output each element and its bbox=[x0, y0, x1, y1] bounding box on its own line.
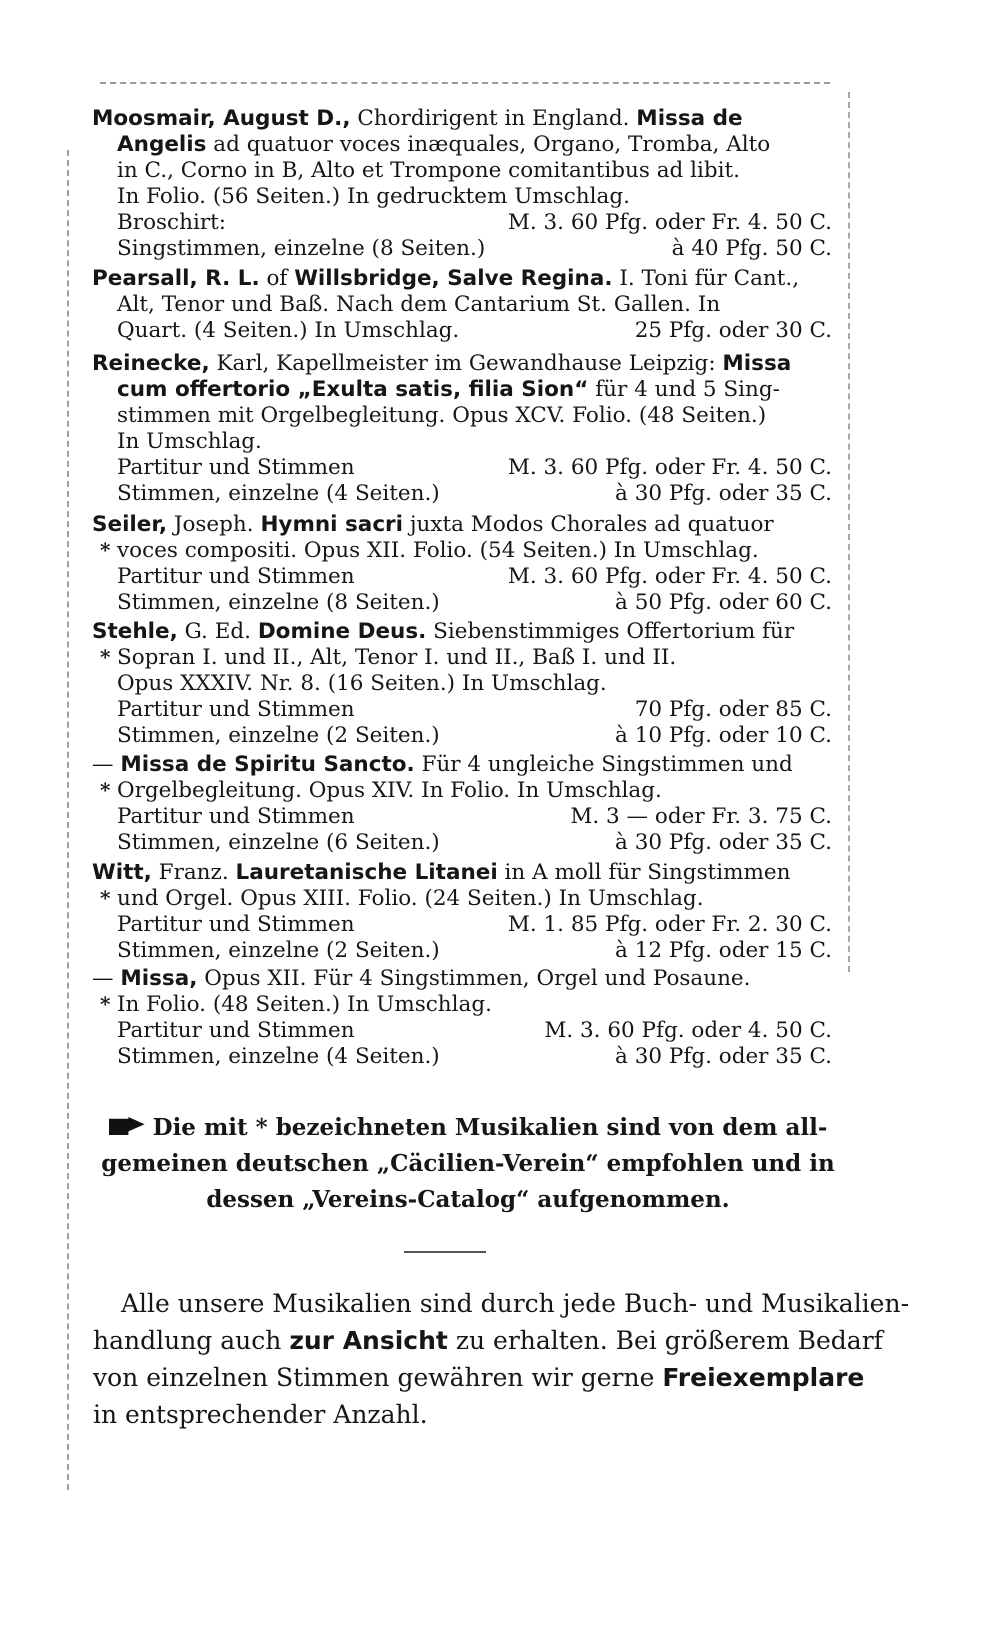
entry-text: of bbox=[259, 266, 295, 291]
price-value: M. 3. 60 Pfg. oder Fr. 4. 50 C. bbox=[507, 210, 832, 235]
entry-line bbox=[92, 351, 791, 377]
price-value: à 30 Pfg. oder 35 C. bbox=[615, 481, 832, 506]
entry-text: — bbox=[92, 752, 121, 777]
entry-text: Joseph. bbox=[167, 512, 261, 537]
footer-line bbox=[93, 1361, 864, 1395]
price-value: M. 3. 60 Pfg. oder Fr. 4. 50 C. bbox=[507, 455, 832, 480]
price-value: M. 3 — oder Fr. 3. 75 C. bbox=[570, 804, 832, 829]
price-value: à 10 Pfg. oder 10 C. bbox=[615, 723, 832, 748]
entry-line bbox=[117, 132, 770, 158]
note-text: Die mit * bezeichneten Musikalien sind von dem all- bbox=[152, 1114, 828, 1141]
entry-line: Quart. (4 Seiten.) In Umschlag. bbox=[117, 318, 460, 343]
entry-text: Franz. bbox=[151, 860, 236, 885]
entry-line bbox=[92, 752, 793, 778]
author-name: Seiler, bbox=[92, 512, 167, 537]
recommended-star: * bbox=[100, 778, 111, 802]
entry-line: In Umschlag. bbox=[117, 429, 262, 454]
recommended-star: * bbox=[100, 886, 111, 910]
price-value: 70 Pfg. oder 85 C. bbox=[634, 697, 832, 722]
entry-text: Für 4 ungleiche Singstimmen und bbox=[414, 752, 793, 777]
price-label: Partitur und Stimmen bbox=[117, 455, 355, 480]
entry-line: In Folio. (48 Seiten.) In Umschlag. bbox=[117, 992, 492, 1017]
footer-text: zu erhalten. Bei größerem Bedarf bbox=[447, 1326, 883, 1355]
entry-line bbox=[92, 512, 774, 538]
work-title: Missa, bbox=[120, 966, 198, 991]
pointing-hand-icon bbox=[109, 1117, 145, 1135]
right-margin-rule bbox=[848, 92, 850, 972]
entry-line: Opus XXXIV. Nr. 8. (16 Seiten.) In Umschlag. bbox=[117, 671, 607, 696]
footer-line: Alle unsere Musikalien sind durch jede Buch- und Musikalien- bbox=[121, 1289, 910, 1318]
emphasis-text: Freiexemplare bbox=[662, 1363, 865, 1392]
recommended-star: * bbox=[100, 645, 111, 669]
entry-line: Sopran I. und II., Alt, Tenor I. und II., Baß I. und II. bbox=[117, 645, 677, 670]
entry-line: stimmen mit Orgelbegleitung. Opus XCV. Folio. (48 Seiten.) bbox=[117, 403, 767, 428]
price-label: Stimmen, einzelne (2 Seiten.) bbox=[117, 938, 440, 963]
entry-text: juxta Modos Chorales ad quatuor bbox=[403, 512, 774, 537]
price-label: Singstimmen, einzelne (8 Seiten.) bbox=[117, 236, 486, 261]
work-title: Lauretanische Litanei bbox=[235, 860, 498, 885]
price-label: Stimmen, einzelne (2 Seiten.) bbox=[117, 723, 440, 748]
price-label: Partitur und Stimmen bbox=[117, 697, 355, 722]
entry-line: Orgelbegleitung. Opus XIV. In Folio. In Umschlag. bbox=[117, 778, 662, 803]
price-label: Partitur und Stimmen bbox=[117, 912, 355, 937]
price-label: Stimmen, einzelne (4 Seiten.) bbox=[117, 481, 440, 506]
recommended-star: * bbox=[100, 992, 111, 1016]
entry-text: ad quatuor voces inæquales, Organo, Tromba, Alto bbox=[206, 132, 771, 157]
price-label: Stimmen, einzelne (8 Seiten.) bbox=[117, 590, 440, 615]
footer-text: handlung auch bbox=[93, 1326, 290, 1355]
section-divider bbox=[404, 1251, 486, 1253]
price-value: M. 3. 60 Pfg. oder 4. 50 C. bbox=[544, 1018, 832, 1043]
author-name: Moosmair, August D., bbox=[92, 106, 351, 131]
footer-line bbox=[93, 1324, 883, 1358]
price-label: Stimmen, einzelne (6 Seiten.) bbox=[117, 830, 440, 855]
price-label: Partitur und Stimmen bbox=[117, 1018, 355, 1043]
entry-line: in C., Corno in B, Alto et Trompone comitantibus ad libit. bbox=[117, 158, 740, 183]
entry-line bbox=[92, 266, 799, 292]
price-label: Broschirt: bbox=[117, 210, 226, 235]
note-line bbox=[98, 1110, 838, 1146]
entry-text: Karl, Kapellmeister im Gewandhause Leipzig: bbox=[209, 351, 723, 376]
price-label: Stimmen, einzelne (4 Seiten.) bbox=[117, 1044, 440, 1069]
footer-line: in entsprechender Anzahl. bbox=[93, 1400, 428, 1429]
price-label: Partitur und Stimmen bbox=[117, 804, 355, 829]
entry-text: G. Ed. bbox=[177, 619, 258, 644]
entry-text: — bbox=[92, 966, 121, 991]
work-title: Domine Deus. bbox=[257, 619, 427, 644]
entry-text: Chordirigent in England. bbox=[350, 106, 637, 131]
recommendation-note bbox=[98, 1110, 838, 1218]
entry-line: und Orgel. Opus XIII. Folio. (24 Seiten.) In Umschlag. bbox=[117, 886, 704, 911]
entry-line bbox=[117, 377, 780, 403]
top-dashed-rule bbox=[100, 82, 830, 84]
price-value: à 30 Pfg. oder 35 C. bbox=[615, 830, 832, 855]
entry-text: für 4 und 5 Sing- bbox=[588, 377, 780, 402]
price-value: à 50 Pfg. oder 60 C. bbox=[615, 590, 832, 615]
price-value: M. 1. 85 Pfg. oder Fr. 2. 30 C. bbox=[507, 912, 832, 937]
work-title: Hymni sacri bbox=[260, 512, 404, 537]
note-line: gemeinen deutschen „Cäcilien-Verein“ empfohlen und in bbox=[101, 1150, 835, 1177]
entry-line bbox=[92, 966, 751, 992]
entry-text: Siebenstimmiges Offertorium für bbox=[426, 619, 795, 644]
entry-line bbox=[92, 860, 790, 886]
note-line: dessen „Vereins-Catalog“ aufgenommen. bbox=[206, 1186, 730, 1213]
price-label: Partitur und Stimmen bbox=[117, 564, 355, 589]
entry-text: in A moll für Singstimmen bbox=[497, 860, 791, 885]
entry-line: voces compositi. Opus XII. Folio. (54 Seiten.) In Umschlag. bbox=[117, 538, 759, 563]
work-title: Missa de Spiritu Sancto. bbox=[120, 752, 415, 777]
work-title: Angelis bbox=[117, 132, 207, 157]
work-title: Missa de bbox=[636, 106, 743, 131]
entry-line bbox=[92, 106, 743, 132]
author-name: Pearsall, R. L. bbox=[92, 266, 260, 291]
author-name: Witt, bbox=[92, 860, 152, 885]
price-value: à 30 Pfg. oder 35 C. bbox=[615, 1044, 832, 1069]
price-value: 25 Pfg. oder 30 C. bbox=[634, 318, 832, 343]
entry-line: Alt, Tenor und Baß. Nach dem Cantarium St. Gallen. In bbox=[117, 292, 721, 317]
emphasis-text: zur Ansicht bbox=[289, 1326, 448, 1355]
recommended-star: * bbox=[100, 538, 111, 562]
entry-text: I. Toni für Cant., bbox=[612, 266, 800, 291]
work-title: cum offertorio „Exulta satis, filia Sion“ bbox=[117, 377, 589, 402]
price-value: M. 3. 60 Pfg. oder Fr. 4. 50 C. bbox=[507, 564, 832, 589]
entry-line: In Folio. (56 Seiten.) In gedrucktem Umschlag. bbox=[117, 184, 630, 209]
left-margin-rule bbox=[67, 150, 69, 1490]
price-value: à 12 Pfg. oder 15 C. bbox=[615, 938, 832, 963]
footer-text: von einzelnen Stimmen gewähren wir gerne bbox=[93, 1363, 663, 1392]
work-title: Missa bbox=[722, 351, 792, 376]
author-name: Reinecke, bbox=[92, 351, 210, 376]
price-value: à 40 Pfg. 50 C. bbox=[671, 236, 832, 261]
entry-line bbox=[92, 619, 794, 645]
author-name: Stehle, bbox=[92, 619, 178, 644]
entry-text: Opus XII. Für 4 Singstimmen, Orgel und Posaune. bbox=[197, 966, 751, 991]
work-title: Willsbridge, Salve Regina. bbox=[294, 266, 613, 291]
